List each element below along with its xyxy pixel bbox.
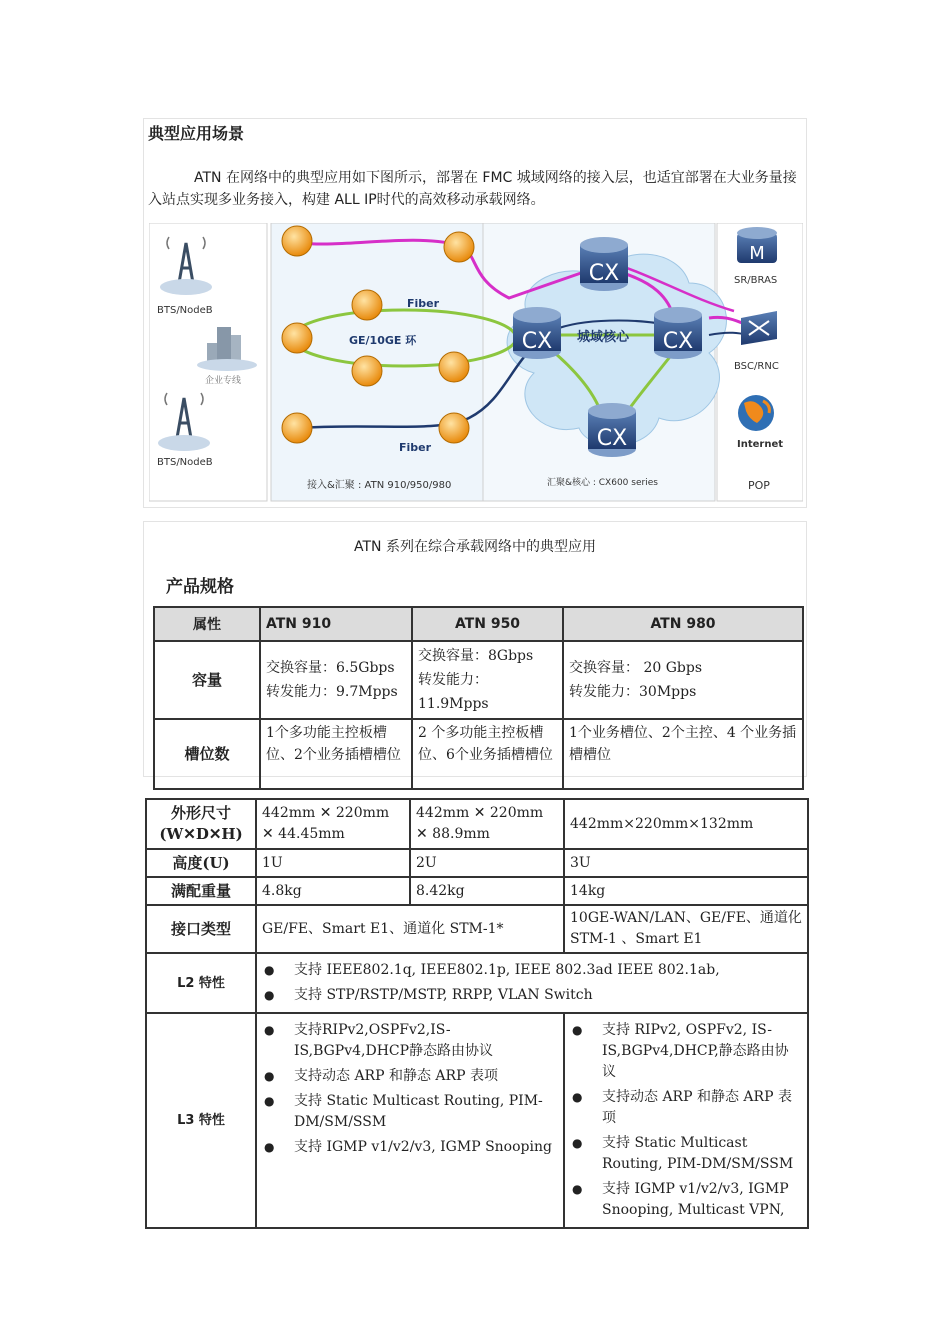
table-header-row: [154, 607, 803, 641]
table-row: [146, 905, 808, 953]
figure-caption: ATN 系列在综合承载网络中的典型应用: [354, 539, 596, 555]
table-row: [154, 719, 803, 789]
slots-980: 1个业务槽位、2个主控、4 个业务插槽槽位: [563, 719, 803, 789]
capacity-950: 交换容量：8Gbps 转发能力：11.9Mpps: [412, 641, 563, 719]
spec-title: 产品规格: [166, 577, 234, 597]
scenario-section: [143, 118, 807, 508]
table-row: [146, 799, 808, 849]
section-title: 典型应用场景: [148, 124, 245, 143]
bts-top-label: BTS/NodeB: [157, 305, 213, 316]
list-item: ● 支持RIPv2,OSPFv2,IS-IS,BGPv4,DHCP静态路由协议: [294, 1020, 558, 1062]
table-row: [146, 1013, 808, 1228]
l3-features-910-950: [256, 1013, 564, 1228]
interfaces-980: 10GE-WAN/LAN、GE/FE、通道化 STM-1 、Smart E1: [564, 905, 808, 953]
pop-label: POP: [748, 479, 770, 492]
l2-features: [256, 953, 808, 1013]
fiber-bottom-label: Fiber: [399, 441, 432, 454]
bts-bottom-label: BTS/NodeB: [157, 457, 213, 468]
srbras-icon: [737, 227, 777, 264]
internet-globe-icon: [738, 395, 774, 431]
list-item: ● 支持动态 ARP 和静态 ARP 表项: [602, 1087, 802, 1129]
attr-dimensions: 外形尺寸 (W✕D✕H): [146, 799, 256, 849]
dim-950: 442mm ✕ 220mm ✕ 88.9mm: [410, 799, 564, 849]
height-910: 1U: [256, 849, 410, 877]
list-item: ● 支持 Static Multicast Routing, PIM-DM/SM/SSM: [602, 1133, 802, 1175]
spec-section: [143, 521, 807, 777]
spec-table-top: [153, 606, 804, 790]
network-diagram: [149, 223, 803, 503]
list-item: ● 支持 IGMP v1/v2/v3, IGMP Snooping, Multicast VPN,: [602, 1179, 802, 1221]
attr-l2: L2 特性: [146, 953, 256, 1013]
fiber-top-label: Fiber: [407, 297, 440, 310]
table-row: [146, 953, 808, 1013]
access-label: 接入&汇聚 : ATN 910/950/980: [307, 480, 452, 491]
dim-980: 442mm×220mm×132mm: [564, 799, 808, 849]
height-950: 2U: [410, 849, 564, 877]
internet-label: Internet: [737, 439, 784, 450]
table-row: [154, 641, 803, 719]
slots-950: 2 个多功能主控板槽位、6个业务插槽槽位: [412, 719, 563, 789]
spec-table-bottom: [145, 798, 809, 1229]
capacity-980: 交换容量： 20 Gbps 转发能力：30Mpps: [563, 641, 803, 719]
dim-910: 442mm ✕ 220mm ✕ 44.45mm: [256, 799, 410, 849]
l3-features-980: [564, 1013, 808, 1228]
weight-980: 14kg: [564, 877, 808, 905]
attr-interfaces: 接口类型: [146, 905, 256, 953]
core-series-label: 汇聚&核心 : CX600 series: [547, 478, 658, 488]
svg-text:CX: CX: [588, 261, 620, 286]
attr-l3: L3 特性: [146, 1013, 256, 1228]
height-980: 3U: [564, 849, 808, 877]
capacity-910: 交换容量：6.5Gbps 转发能力：9.7Mpps: [260, 641, 412, 719]
list-item: ● 支持 STP/RSTP/MSTP, RRPP, VLAN Switch: [294, 985, 802, 1006]
list-item: ● 支持 IGMP v1/v2/v3, IGMP Snooping: [294, 1137, 558, 1158]
header-atn950: ATN 950: [412, 607, 563, 641]
weight-910: 4.8kg: [256, 877, 410, 905]
svg-text:CX: CX: [596, 426, 628, 451]
interfaces-910-950: GE/FE、Smart E1、通道化 STM-1*: [256, 905, 564, 953]
svg-text:CX: CX: [521, 329, 553, 354]
bscrnc-label: BSC/RNC: [734, 361, 779, 372]
weight-950: 8.42kg: [410, 877, 564, 905]
list-item: ● 支持 IEEE802.1q, IEEE802.1p, IEEE 802.3ad IEEE 802.1ab,: [294, 960, 802, 981]
intro-paragraph: ATN 在网络中的典型应用如下图所示，部署在 FMC 城域网络的接入层，也适宜部署在大业务量接入站点实现多业务接入，构建 ALL IP时代的高效移动承载网络。: [148, 170, 797, 208]
list-item: ● 支持 RIPv2, OSPFv2, IS-IS,BGPv4,DHCP,静态路由协议: [602, 1020, 802, 1083]
svg-text:M: M: [749, 243, 765, 264]
table-row: [146, 877, 808, 905]
srbras-label: SR/BRAS: [734, 275, 778, 286]
header-atn980: ATN 980: [563, 607, 803, 641]
table-row: [146, 849, 808, 877]
attr-capacity: 容量: [154, 641, 260, 719]
ring-label: GE/10GE 环: [349, 334, 417, 347]
svg-text:CX: CX: [662, 329, 694, 354]
attr-weight: 满配重量: [146, 877, 256, 905]
attr-slots: 槽位数: [154, 719, 260, 789]
attr-height: 高度(U): [146, 849, 256, 877]
slots-910: 1个多功能主控板槽位、2个业务插槽槽位: [260, 719, 412, 789]
header-attr: 属性: [154, 607, 260, 641]
header-atn910: ATN 910: [260, 607, 412, 641]
list-item: ● 支持动态 ARP 和静态 ARP 表项: [294, 1066, 558, 1087]
enterprise-label: 企业专线: [205, 376, 242, 386]
list-item: ● 支持 Static Multicast Routing, PIM-DM/SM/SSM: [294, 1091, 558, 1133]
core-label: 城域核心: [577, 330, 630, 345]
